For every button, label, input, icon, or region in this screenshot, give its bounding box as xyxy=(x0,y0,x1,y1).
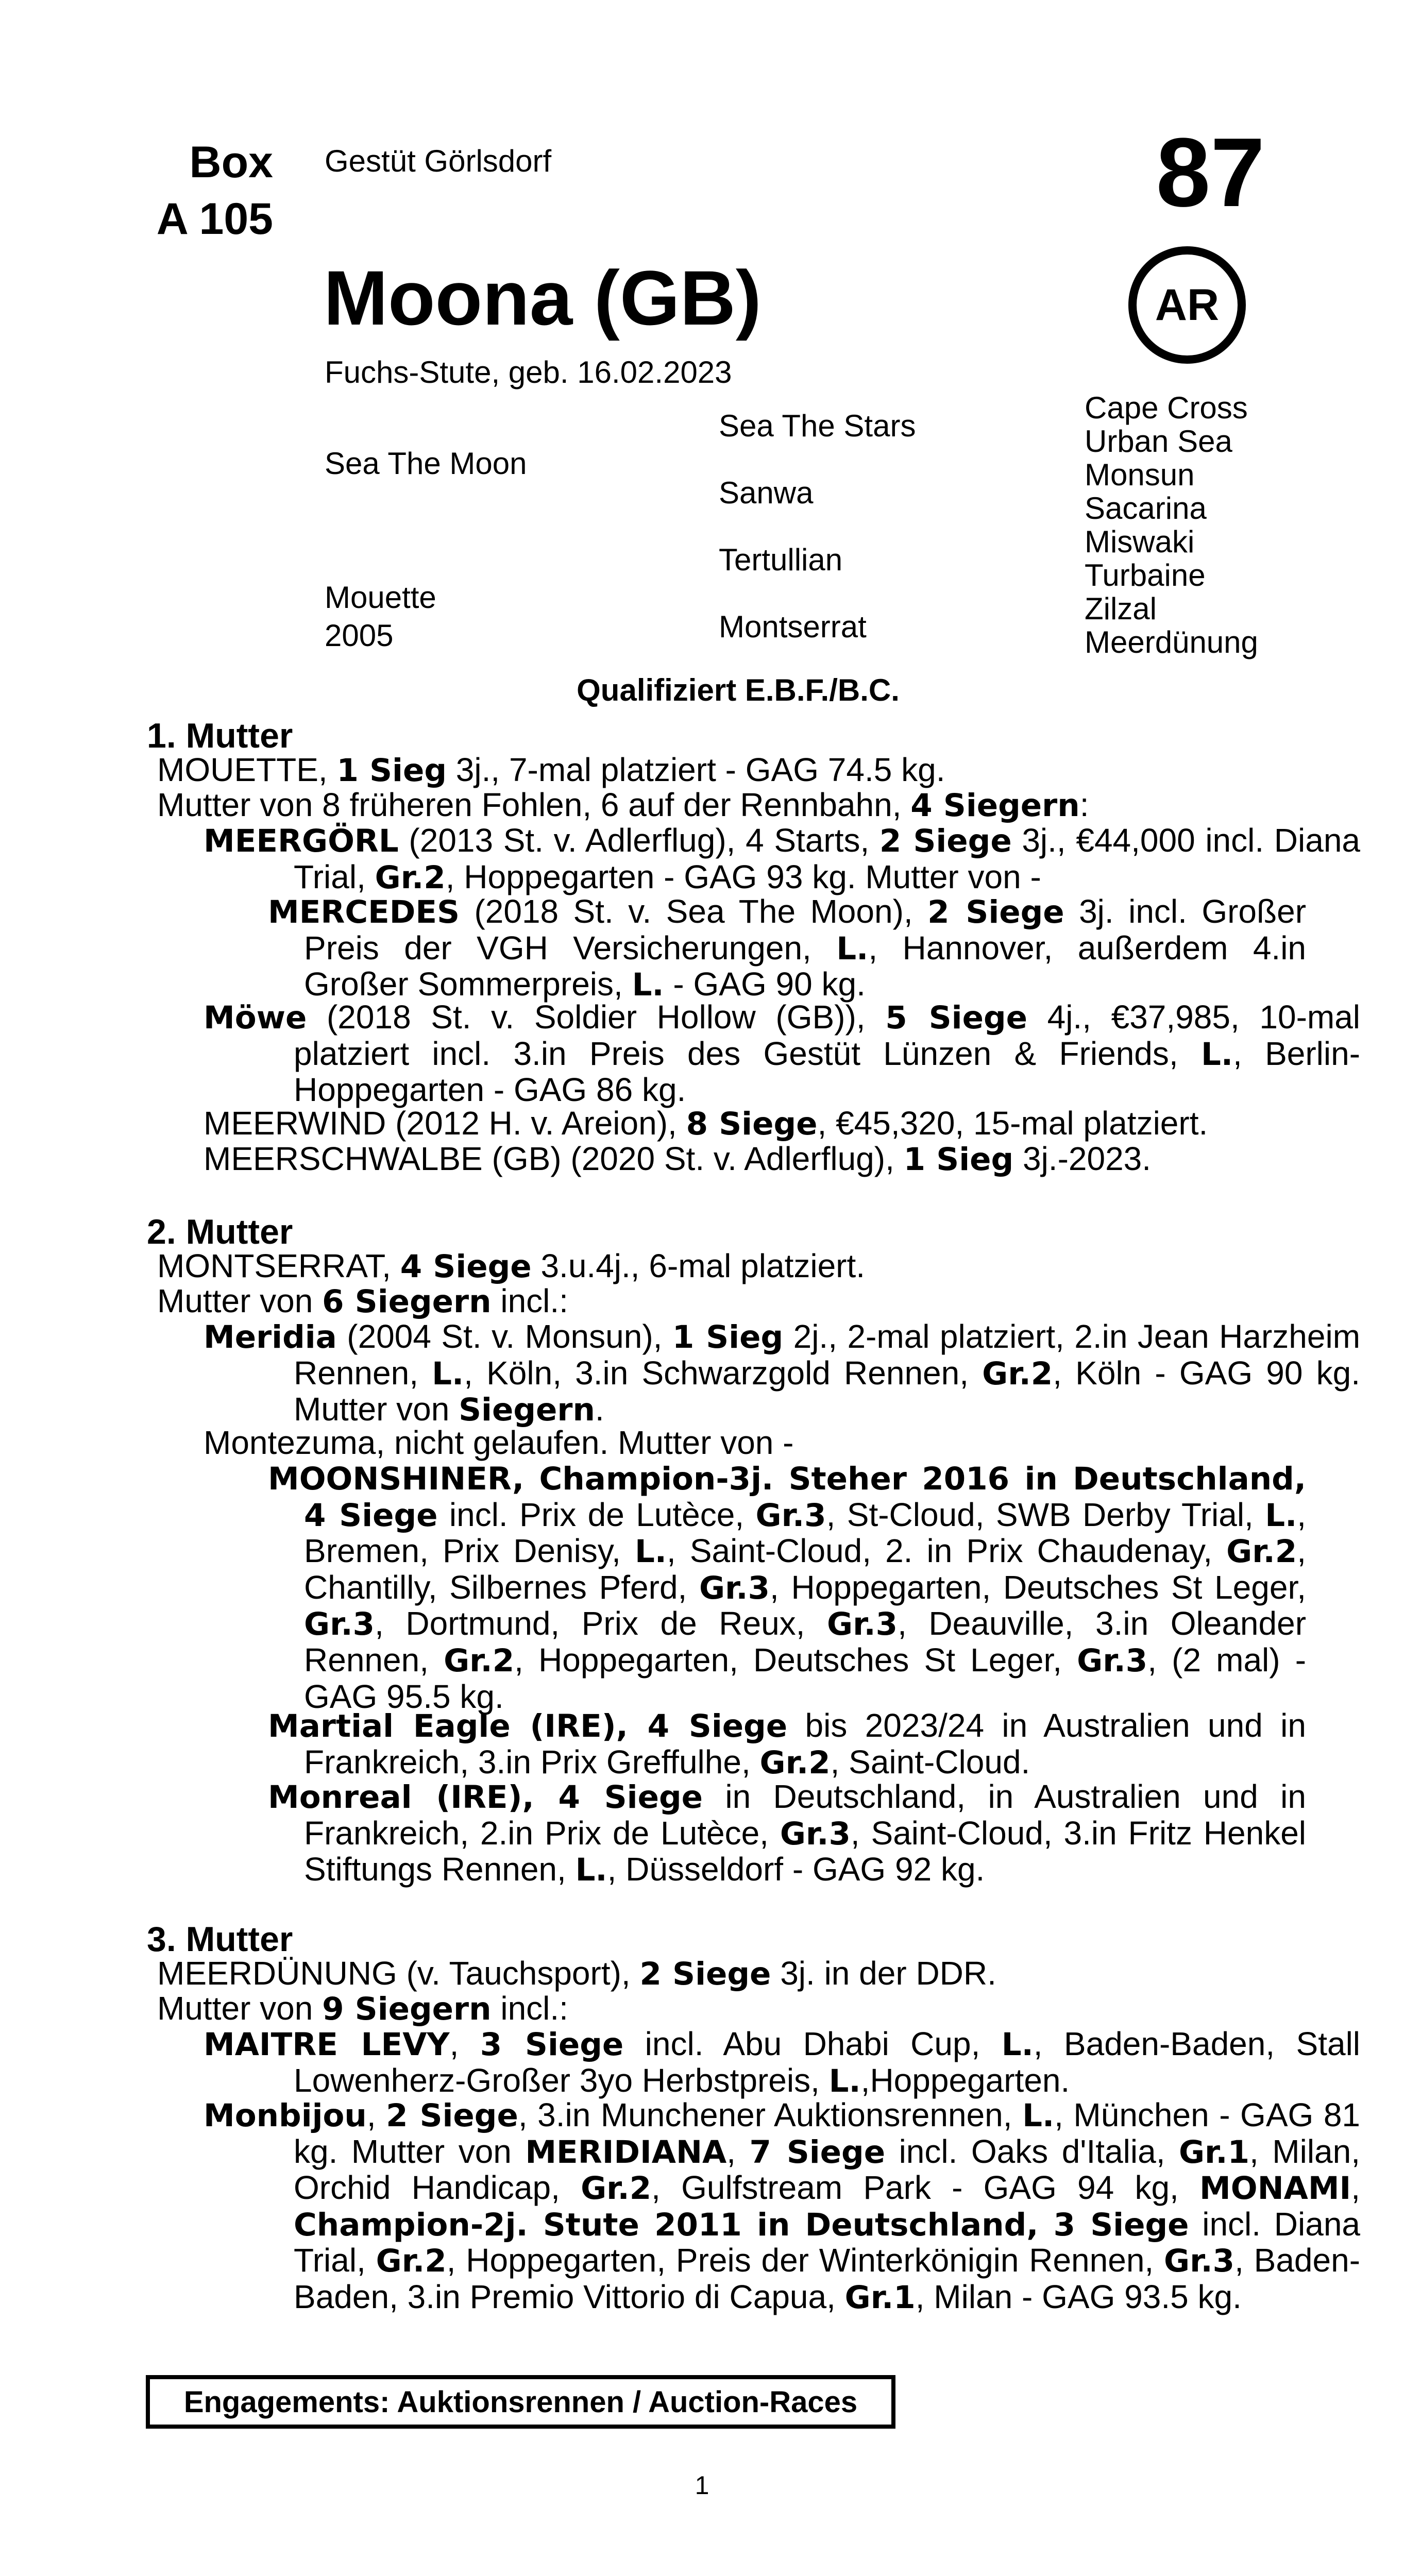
second-dam-produce: Mutter von 6 Siegern incl.: xyxy=(157,1282,568,1320)
pedigree-grandparent: Montserrat xyxy=(719,609,867,644)
pedigree-great-grandparent: Meerdünung xyxy=(1085,625,1258,659)
qualification: Qualifiziert E.B.F./B.C. xyxy=(577,673,900,707)
pedigree-dam: Mouette xyxy=(325,580,436,615)
produce-entry-monbijou: Monbijou, 2 Siege, 3.in Munchener Auktionsrennen, L., München - GAG 81 kg. Mutter von MERIDIANA, 7 Siege incl. Oaks d'Italia, Gr.1, Milan, Orchid Handicap, Gr.2, Gulfstream Park - GAG 94 kg, MONAMI, Champion-2j. Stute 2011 in Deutschland, 3 Siege incl. Diana Trial, Gr.2, Hoppegarten, Preis der Winterkönigin Rennen, Gr.3, Baden-Baden, 3.in Premio Vittorio di Capua, Gr.1, Milan - GAG 93.5 kg. xyxy=(204,2096,1361,2316)
pedigree-great-grandparent: Sacarina xyxy=(1085,491,1207,526)
pedigree-great-grandparent: Miswaki xyxy=(1085,524,1195,559)
produce-entry-martial-eagle: Martial Eagle (IRE), 4 Siege bis 2023/24 in Australien und in Frankreich, 3.in Prix Greffulhe, Gr.2, Saint-Cloud. xyxy=(268,1707,1306,1781)
produce-entry-meridia: Meridia (2004 St. v. Monsun), 1 Sieg 2j., 2-mal platziert, 2.in Jean Harzheim Rennen, L., Köln, 3.in Schwarzgold Rennen, Gr.2, Köln - GAG 90 kg. Mutter von Siegern. xyxy=(204,1318,1361,1429)
produce-entry-meergorl: MEERGÖRL (2013 St. v. Adlerflug), 4 Starts, 2 Siege 3j., €44,000 incl. Diana Trial, Gr.2, Hoppegarten - GAG 93 kg. Mutter von - xyxy=(204,822,1361,896)
pedigree-grandparent: Sanwa xyxy=(719,476,814,510)
produce-entry-monreal: Monreal (IRE), 4 Siege in Deutschland, in Australien und in Frankreich, 2.in Prix de Lutèce, Gr.3, Saint-Cloud, 3.in Fritz Henkel Stiftungs Rennen, L., Düsseldorf - GAG 92 kg. xyxy=(268,1778,1307,1889)
produce-entry-maitre-levy: MAITRE LEVY, 3 Siege incl. Abu Dhabi Cup, L., Baden-Baden, Stall Lowenherz-Großer 3yo Herbstpreis, L.,Hoppegarten. xyxy=(204,2025,1361,2099)
engagements-box: Engagements: Auktionsrennen / Auction-Races xyxy=(146,2375,895,2429)
horse-name: Moona (GB) xyxy=(324,255,762,341)
horse-subtitle: Fuchs-Stute, geb. 16.02.2023 xyxy=(325,355,732,389)
third-dam-produce: Mutter von 9 Siegern incl.: xyxy=(157,1990,568,2027)
pedigree-grandparent: Tertullian xyxy=(719,543,843,577)
breeder: Gestüt Görlsdorf xyxy=(325,144,552,178)
ar-badge: AR xyxy=(1128,246,1246,364)
pedigree-dam-year: 2005 xyxy=(325,618,394,653)
box-number: A 105 xyxy=(156,194,273,244)
section-heading-first-dam: 1. Mutter xyxy=(147,716,293,755)
produce-entry-meerwind: MEERWIND (2012 H. v. Areion), 8 Siege, €45,320, 15-mal platziert. xyxy=(204,1105,1208,1142)
section-heading-second-dam: 2. Mutter xyxy=(147,1212,293,1251)
second-dam-record: MONTSERRAT, 4 Siege 3.u.4j., 6-mal platziert. xyxy=(157,1247,866,1285)
first-dam-produce: Mutter von 8 früheren Fohlen, 6 auf der Rennbahn, 4 Siegern: xyxy=(157,786,1089,824)
third-dam-record: MEERDÜNUNG (v. Tauchsport), 2 Siege 3j. in der DDR. xyxy=(157,1955,996,1992)
page-number: 1 xyxy=(695,2471,709,2500)
produce-entry-montezuma: Montezuma, nicht gelaufen. Mutter von - xyxy=(204,1424,794,1461)
section-heading-third-dam: 3. Mutter xyxy=(147,1920,293,1959)
pedigree-grandparent: Sea The Stars xyxy=(719,409,916,443)
pedigree-great-grandparent: Turbaine xyxy=(1085,558,1206,592)
produce-entry-meerschwalbe: MEERSCHWALBE (GB) (2020 St. v. Adlerflug), 1 Sieg 3j.-2023. xyxy=(204,1140,1152,1178)
produce-entry-mowe: Möwe (2018 St. v. Soldier Hollow (GB)), 5 Siege 4j., €37,985, 10-mal platziert incl. 3.in Preis des Gestüt Lünzen & Friends, L., Berlin-Hoppegarten - GAG 86 kg. xyxy=(204,998,1361,1109)
pedigree-great-grandparent: Zilzal xyxy=(1085,591,1157,626)
pedigree-great-grandparent: Monsun xyxy=(1085,457,1195,492)
produce-entry-moonshiner: MOONSHINER, Champion-3j. Steher 2016 in Deutschland, 4 Siege incl. Prix de Lutèce, Gr.3, St-Cloud, SWB Derby Trial, L., Bremen, Prix Denisy, L., Saint-Cloud, 2. in Prix Chaudenay, Gr.2, Chantilly, Silbernes Pferd, Gr.3, Hoppegarten, Deutsches St Leger, Gr.3, Dortmund, Prix de Reux, Gr.3, Deauville, 3.in Oleander Rennen, Gr.2, Hoppegarten, Deutsches St Leger, Gr.3, (2 mal) - GAG 95.5 kg. xyxy=(268,1461,1307,1715)
box-label: Box xyxy=(189,138,273,187)
pedigree-great-grandparent: Cape Cross xyxy=(1085,391,1248,425)
lot-number: 87 xyxy=(1156,118,1265,227)
pedigree-great-grandparent: Urban Sea xyxy=(1085,424,1232,459)
pedigree-sire: Sea The Moon xyxy=(325,446,527,481)
produce-entry-mercedes: MERCEDES (2018 St. v. Sea The Moon), 2 Siege 3j. incl. Großer Preis der VGH Versicherungen, L., Hannover, außerdem 4.in Großer Sommerpreis, L. - GAG 90 kg. xyxy=(268,893,1307,1004)
first-dam-record: MOUETTE, 1 Sieg 3j., 7-mal platziert - GAG 74.5 kg. xyxy=(157,751,945,789)
